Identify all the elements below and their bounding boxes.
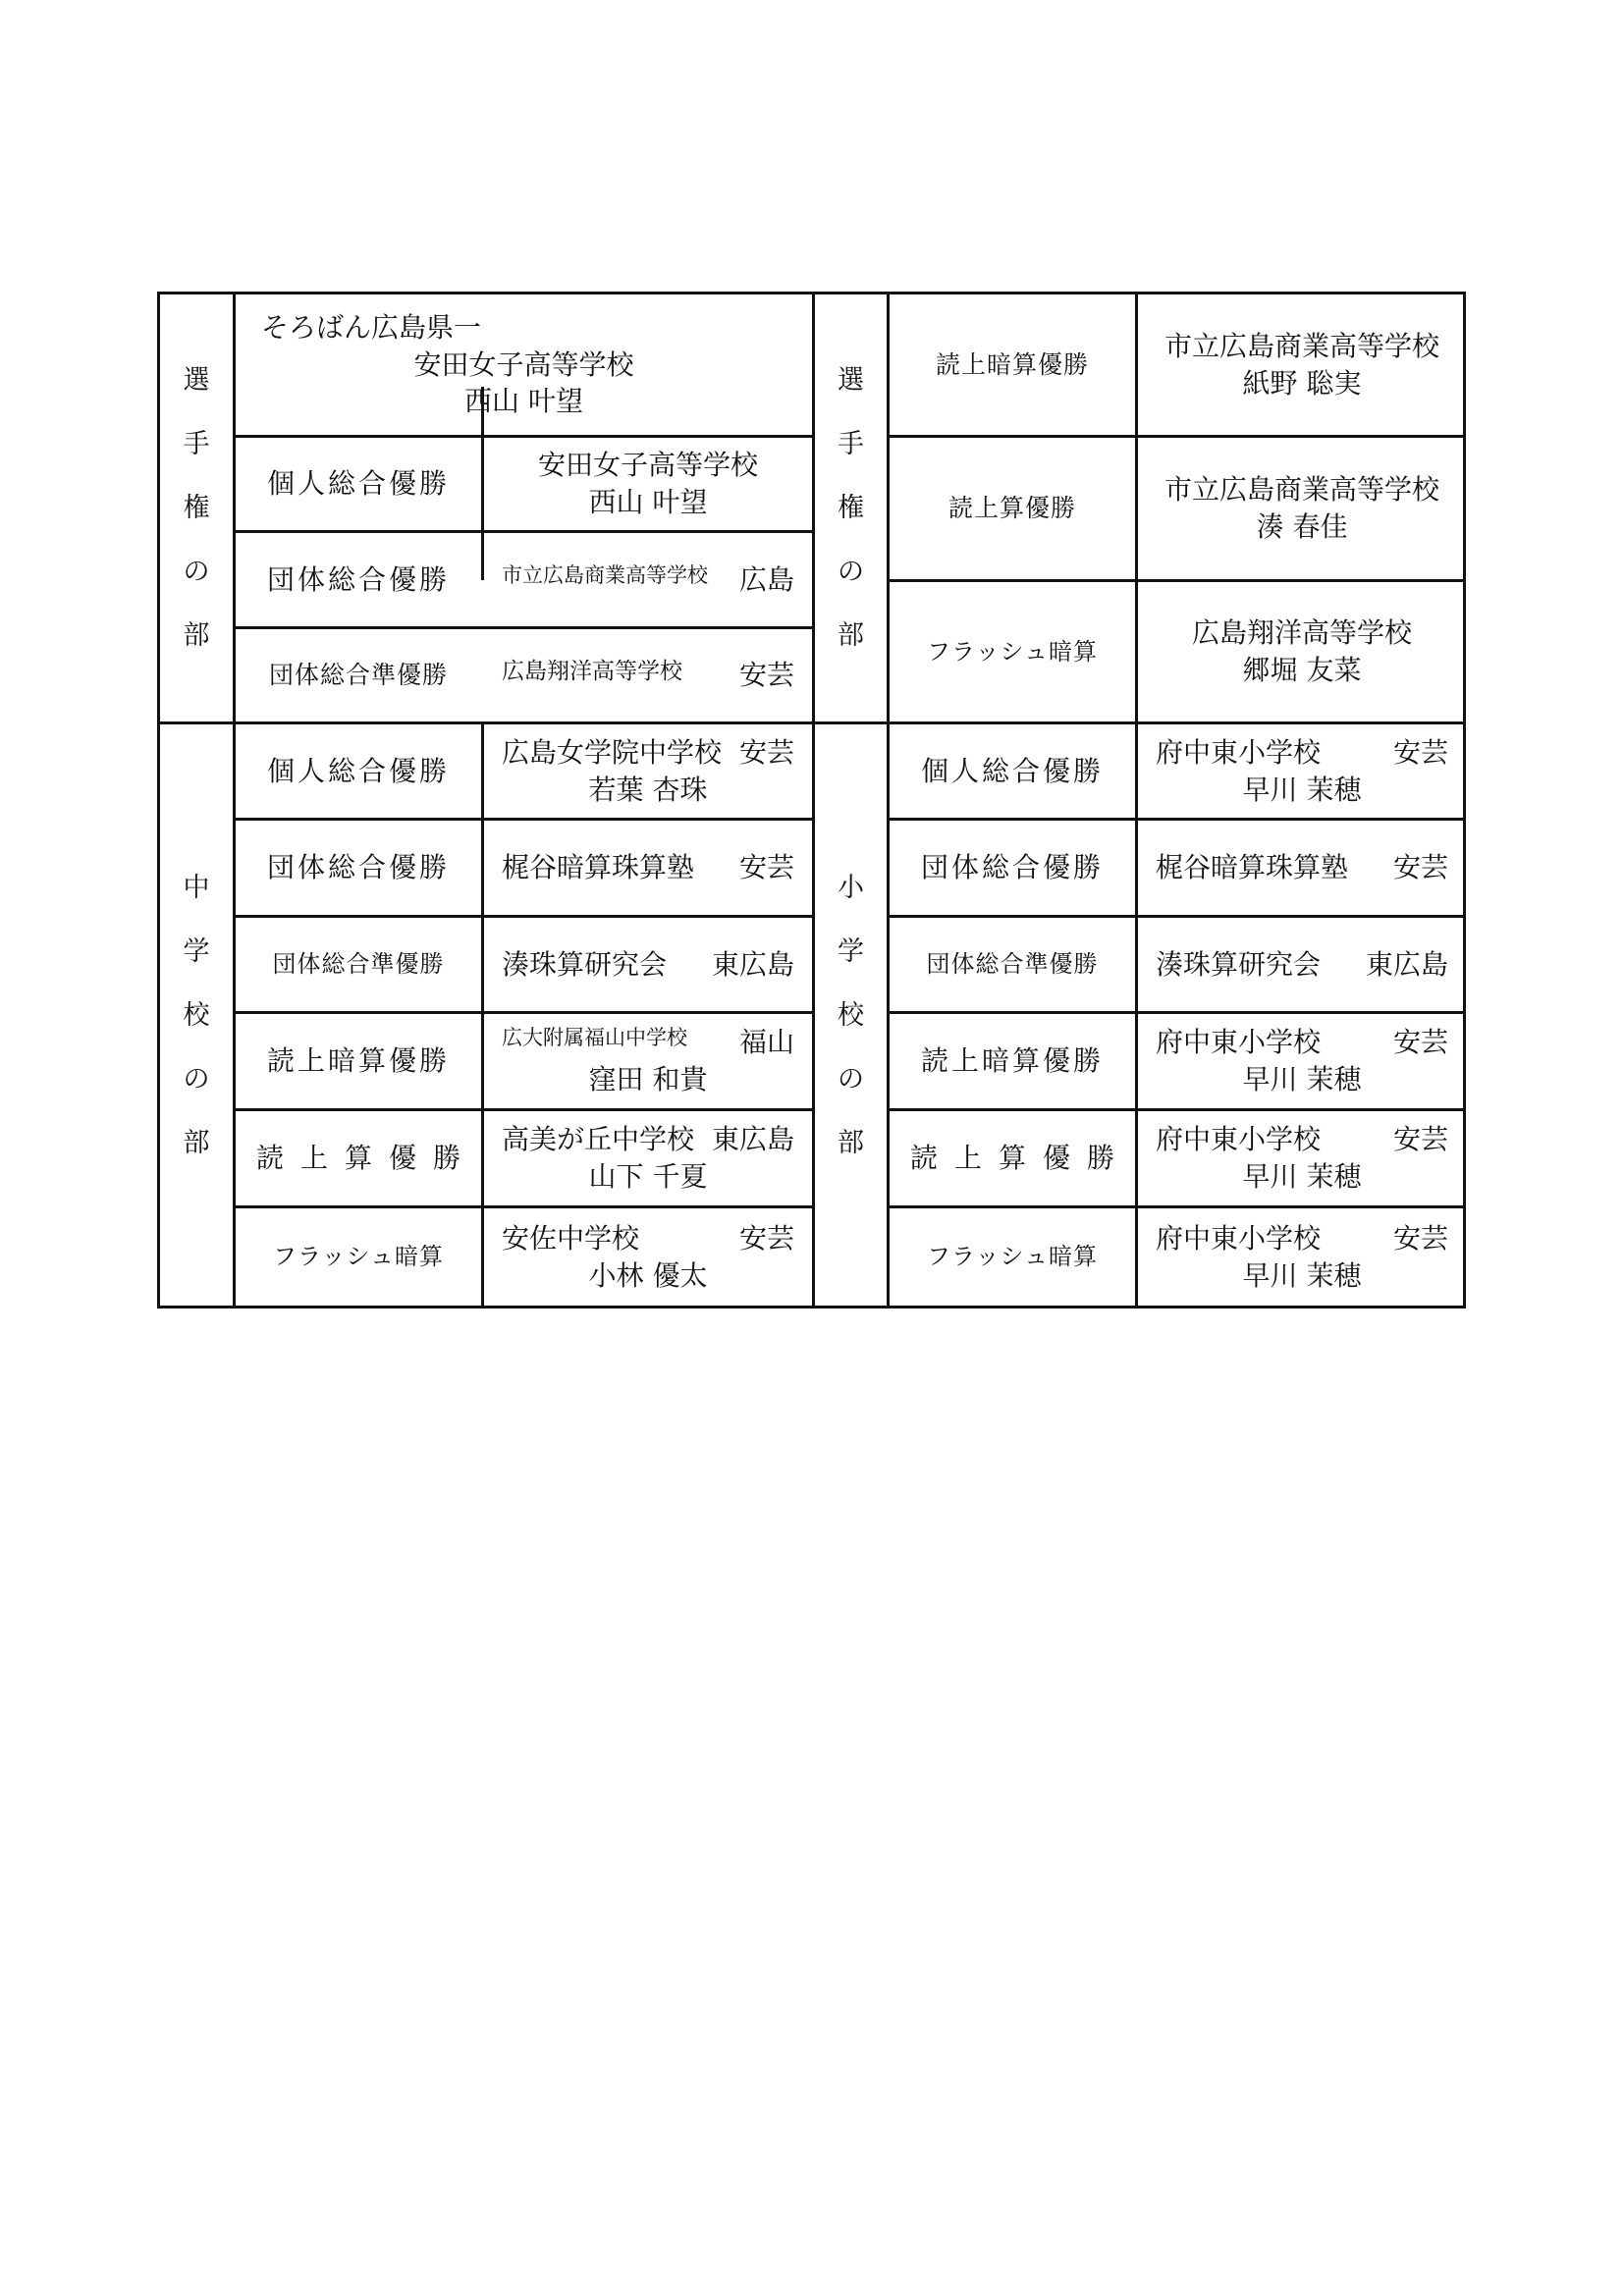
- winner-cell: [1138, 1014, 1466, 1108]
- winner-cell: [1138, 918, 1466, 1011]
- winner-school: 広大附属福山中学校: [502, 1026, 687, 1050]
- results-table: [157, 292, 1466, 1308]
- winner-cell: [484, 1111, 812, 1205]
- winner-school: 市立広島商業高等学校: [1164, 473, 1439, 507]
- category-label: 読上暗算優勝: [266, 1044, 450, 1078]
- prefecture-champion-school: 安田女子高等学校: [413, 347, 634, 381]
- vertical-char: 選: [838, 365, 864, 396]
- vertical-char: 権: [183, 493, 210, 523]
- category-cell: [236, 629, 481, 721]
- vertical-char: の: [183, 557, 210, 587]
- category-label: 団体総合準優勝: [272, 950, 445, 979]
- vertical-char: 学: [183, 935, 210, 967]
- winner-name: 若葉 杏珠: [588, 773, 708, 806]
- winner-name: 小林 優太: [588, 1258, 708, 1292]
- winner-name: 早川 茉穂: [1242, 1160, 1362, 1193]
- winner-cell: [1138, 1208, 1466, 1306]
- category-cell: [236, 533, 481, 626]
- category-label: 団体総合準優勝: [926, 950, 1099, 979]
- winner-cell: [1138, 821, 1466, 915]
- winner-school: 安田女子高等学校: [537, 449, 758, 482]
- category-cell: [890, 582, 1135, 721]
- winner-school: 府中東小学校: [1156, 1221, 1322, 1255]
- vertical-char: の: [838, 1063, 864, 1095]
- prefecture-champion-title: そろばん広島県一: [261, 310, 482, 344]
- winner-cell: [484, 918, 812, 1011]
- category-label: 団体総合準優勝: [268, 661, 448, 690]
- category-cell: [890, 724, 1135, 818]
- category-label: 団体総合優勝: [266, 562, 450, 596]
- category-cell: [890, 918, 1135, 1011]
- section-label-championship-right: [815, 294, 887, 721]
- section-label-middle-school: [160, 724, 233, 1306]
- winner-cell: [1138, 294, 1466, 435]
- category-label: 読上算優勝: [947, 494, 1076, 523]
- winner-region: 安芸: [738, 851, 794, 884]
- winner-cell: [1138, 1111, 1466, 1205]
- winner-region: 東広島: [1365, 947, 1448, 981]
- winner-region: 安芸: [1392, 1123, 1448, 1156]
- category-cell: [236, 724, 481, 818]
- vertical-char: 部: [838, 1127, 864, 1158]
- winner-region: 東広島: [711, 947, 794, 981]
- winner-cell: [484, 821, 812, 915]
- vertical-char: 手: [183, 429, 210, 459]
- winner-school: 市立広島商業高等学校: [502, 562, 708, 587]
- winner-school: 梶谷暗算珠算塾: [1156, 851, 1349, 884]
- winner-school: 安佐中学校: [502, 1221, 640, 1255]
- prefecture-champion-name: 西山 叶望: [464, 385, 583, 418]
- category-label: 読上算優勝: [909, 1142, 1131, 1175]
- winner-school: 高美が丘中学校: [502, 1123, 695, 1156]
- category-label: フラッシュ暗算: [926, 1243, 1099, 1271]
- vertical-text: [838, 348, 864, 667]
- winner-cell: [1138, 438, 1466, 579]
- category-cell: [890, 1014, 1135, 1108]
- category-cell: [890, 1111, 1135, 1205]
- vertical-char: 手: [838, 429, 864, 459]
- vertical-char: 部: [183, 1127, 210, 1158]
- vertical-text: [184, 348, 210, 667]
- winner-school: 府中東小学校: [1156, 1123, 1322, 1156]
- winner-school: 広島翔洋高等学校: [1191, 616, 1412, 650]
- category-cell: [890, 438, 1135, 579]
- category-cell: [236, 918, 481, 1011]
- vertical-char: 校: [183, 999, 210, 1031]
- winner-cell: [484, 1208, 812, 1306]
- section-label-elementary-school: [815, 724, 887, 1306]
- category-cell: [890, 821, 1135, 915]
- winner-name: 早川 茉穂: [1242, 773, 1362, 806]
- winner-name: 早川 茉穂: [1242, 1258, 1362, 1292]
- category-label: 読上暗算優勝: [935, 349, 1089, 379]
- category-cell: [236, 1208, 481, 1306]
- winner-school: 湊珠算研究会: [1156, 947, 1322, 981]
- winner-name: 湊 春佳: [1256, 510, 1348, 543]
- category-label: 読上暗算優勝: [920, 1044, 1104, 1078]
- winner-name: 早川 茉穂: [1242, 1063, 1362, 1095]
- winner-region: 安芸: [738, 659, 794, 692]
- winner-name: 窪田 和貴: [588, 1063, 708, 1095]
- prefecture-champion-cell: [236, 294, 812, 435]
- vertical-text: [184, 856, 210, 1175]
- winner-region: 安芸: [1392, 1026, 1448, 1059]
- vertical-char: 小: [838, 872, 864, 903]
- category-label: 団体総合優勝: [266, 851, 450, 884]
- vertical-char: 選: [183, 365, 210, 396]
- winner-school: 府中東小学校: [1156, 1026, 1322, 1059]
- category-label: 個人総合優勝: [266, 754, 450, 787]
- section-label-championship-left: [160, 294, 233, 721]
- winner-cell: [484, 724, 812, 818]
- winner-region: 福山: [738, 1026, 794, 1059]
- vertical-char: 権: [838, 493, 864, 523]
- winner-region: 安芸: [1392, 1221, 1448, 1255]
- winner-cell: [484, 438, 812, 530]
- winner-region: 安芸: [738, 735, 794, 769]
- vertical-char: の: [183, 1063, 210, 1095]
- winner-school: 広島翔洋高等学校: [502, 659, 682, 685]
- vertical-char: 中: [183, 872, 210, 903]
- winner-name: 西山 叶望: [588, 486, 708, 518]
- vertical-char: 校: [838, 999, 864, 1031]
- winner-cell: [484, 629, 812, 721]
- winner-region: 広島: [738, 562, 794, 596]
- vertical-char: の: [838, 557, 864, 587]
- winner-cell: [484, 1014, 812, 1108]
- vertical-char: 学: [838, 935, 864, 967]
- winner-school: 市立広島商業高等学校: [1164, 329, 1439, 362]
- category-cell: [236, 1014, 481, 1108]
- winner-region: 東広島: [711, 1123, 794, 1156]
- winner-school: 梶谷暗算珠算塾: [502, 851, 695, 884]
- winner-cell: [1138, 582, 1466, 721]
- category-label: 個人総合優勝: [920, 754, 1104, 787]
- winner-school: 府中東小学校: [1156, 735, 1322, 769]
- vertical-char: 部: [183, 620, 210, 651]
- category-cell: [236, 821, 481, 915]
- winner-name: 紙野 聡実: [1242, 366, 1362, 400]
- vertical-char: 部: [838, 620, 864, 651]
- winner-school: 湊珠算研究会: [502, 947, 668, 981]
- category-cell: [890, 1208, 1135, 1306]
- winner-name: 郷堀 友菜: [1242, 654, 1362, 686]
- category-label: フラッシュ暗算: [272, 1243, 445, 1271]
- category-cell: [236, 1111, 481, 1205]
- category-cell: [236, 438, 481, 530]
- vertical-text: [838, 856, 864, 1175]
- winner-name: 山下 千夏: [588, 1160, 708, 1193]
- category-label: 団体総合優勝: [920, 851, 1104, 884]
- winner-region: 安芸: [1392, 735, 1448, 769]
- winner-school: 広島女学院中学校: [502, 735, 723, 769]
- category-cell: [890, 294, 1135, 435]
- winner-cell: [1138, 724, 1466, 818]
- winner-region: 安芸: [738, 1221, 794, 1255]
- category-label: フラッシュ暗算: [926, 637, 1099, 666]
- category-label: 読上算優勝: [255, 1142, 477, 1175]
- winner-cell: [484, 533, 812, 626]
- category-label: 個人総合優勝: [266, 467, 450, 501]
- winner-region: 安芸: [1392, 851, 1448, 884]
